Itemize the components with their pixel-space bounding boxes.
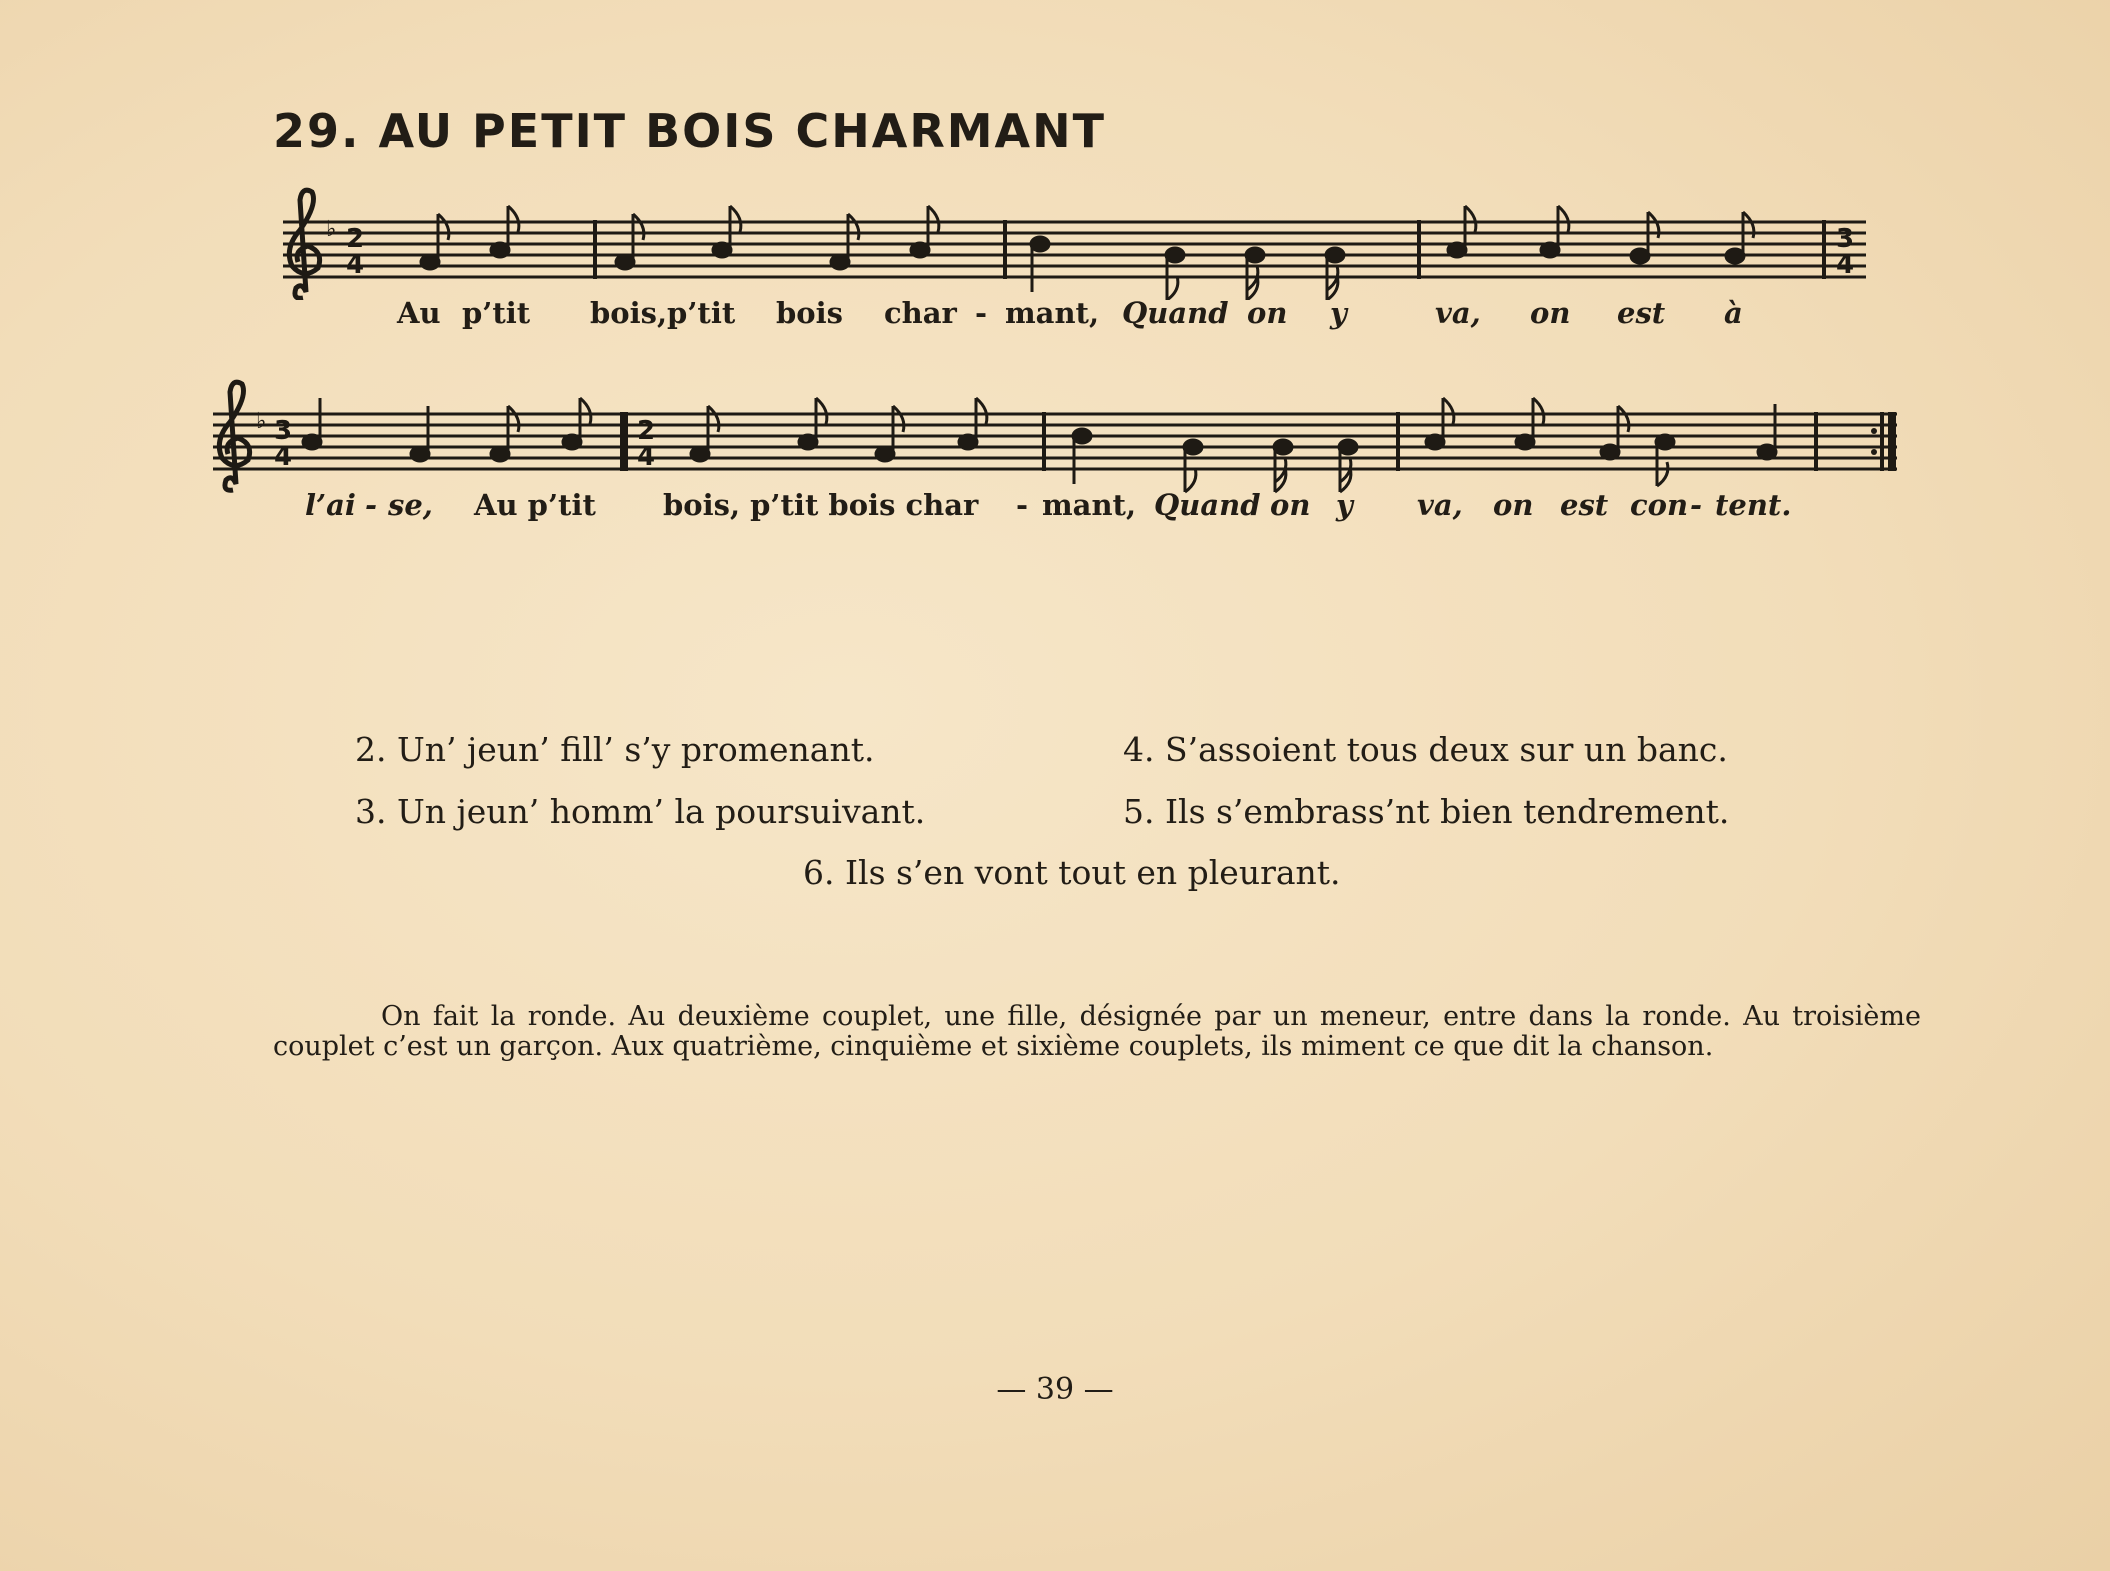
- lyric-word: Au: [397, 296, 441, 330]
- verse-4: 4. S’assoient tous deux sur un banc.: [1123, 730, 1728, 769]
- verse-3: 3. Un jeun’ homm’ la poursuivant.: [355, 792, 926, 831]
- svg-text:4: 4: [346, 250, 365, 280]
- note: [1758, 404, 1776, 459]
- note: [1656, 435, 1674, 486]
- lyric-word: -: [975, 296, 988, 330]
- lyric-word: l’ai: [305, 488, 356, 522]
- lyric-word: char: [884, 296, 957, 330]
- verse-6: 6. Ils s’en vont tout en pleurant.: [803, 853, 1341, 892]
- lyric-word: -: [365, 488, 378, 522]
- lyric-word: bois: [776, 296, 843, 330]
- lyric-word: tent.: [1715, 488, 1792, 522]
- lyric-word: on: [1247, 296, 1288, 330]
- lyric-word: con: [1630, 488, 1689, 522]
- lyric-word: Au p’tit: [474, 488, 596, 522]
- lyric-word: va,: [1435, 296, 1481, 330]
- svg-text:♭: ♭: [256, 409, 267, 434]
- lyric-word: se,: [388, 488, 433, 522]
- note: [1184, 440, 1202, 492]
- lyric-word: on: [1530, 296, 1571, 330]
- page-number: — 39 —: [996, 1372, 1114, 1407]
- note: [1339, 440, 1357, 492]
- svg-text:♭: ♭: [326, 217, 337, 242]
- svg-text:4: 4: [1836, 250, 1855, 280]
- lyric-word: p’tit: [462, 296, 531, 330]
- svg-text:4: 4: [274, 442, 293, 472]
- note: [1274, 440, 1292, 492]
- music-staff-2: [0, 0, 2110, 520]
- lyric-word: Quand: [1154, 488, 1261, 522]
- verse-2: 2. Un’ jeun’ fill’ s’y promenant.: [355, 730, 875, 769]
- svg-text:3: 3: [274, 416, 293, 446]
- lyric-word: mant,: [1005, 296, 1100, 330]
- lyric-word: mant,: [1042, 488, 1137, 522]
- svg-text:4: 4: [637, 442, 656, 472]
- lyric-word: -: [1690, 488, 1703, 522]
- lyrics-line-2: [0, 488, 2110, 528]
- svg-text:2: 2: [637, 416, 656, 446]
- dance-instructions: On fait la ronde. Au deuxième couplet, une fille, désignée par un meneur, entre dans la ronde. Au troisième couplet c’est un garçon. Aux quatrième, cinquième et sixième couplets, ils miment ce que dit la chanson.: [273, 1001, 1921, 1062]
- verse-5: 5. Ils s’embrass’nt bien tendrement.: [1123, 792, 1730, 831]
- lyric-word: à: [1724, 296, 1743, 330]
- lyric-word: y: [1330, 296, 1347, 330]
- lyric-word: on: [1270, 488, 1311, 522]
- lyric-word: Quand: [1122, 296, 1229, 330]
- time-signature: 2: [346, 224, 365, 254]
- lyric-word: -: [1016, 488, 1029, 522]
- lyric-word: y: [1336, 488, 1353, 522]
- lyric-word: est: [1617, 296, 1666, 330]
- song-title: 29. AU PETIT BOIS CHARMANT: [273, 104, 1107, 158]
- lyric-word: va,: [1417, 488, 1463, 522]
- svg-text:3: 3: [1836, 224, 1855, 254]
- lyric-word: on: [1493, 488, 1534, 522]
- lyric-word: bois, p’tit bois char: [663, 488, 979, 522]
- lyric-word: bois,p’tit: [590, 296, 736, 330]
- lyric-word: est: [1560, 488, 1609, 522]
